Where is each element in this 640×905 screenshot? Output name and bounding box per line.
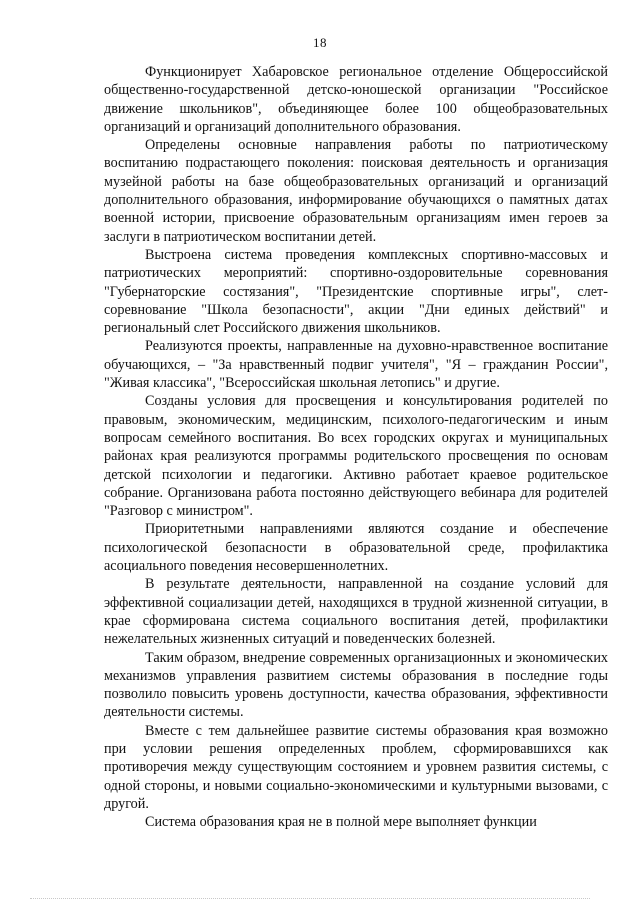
- paragraph-parent-education: Созданы условия для просвещения и консультирования родителей по правовым, экономическим, медицинским, психолого-педагогическим и иным вопросам семейного воспитания. Во всех городских округах и муниципальных районах края реализуются программы родительского просвещения по основам детской психологии и педагогики. Активно работает краевое родительское собрание. Организована работа постоянно действующего вебинара для родителей "Разговор с министром".: [104, 393, 608, 520]
- paragraph-sports-events: Выстроена система проведения комплексных спортивно-массовых и патриотических мероприятий: спортивно-оздоровительные соревнования "Губернаторские состязания", "Президентские спортивные игры", слет-соревнование "Школа безопасности", акции "Дни единых действий" и региональный слет Российского движения школьников.: [104, 246, 608, 337]
- paragraph-socialization: В результате деятельности, направленной на создание условий для эффективной социализации детей, находящихся в трудной жизненной ситуации, в крае сформирована система социального воспитания детей, профилактики нежелательных жизненных ситуаций и поведенческих болезней.: [104, 576, 608, 648]
- paragraph-moral-projects: Реализуются проекты, направленные на духовно-нравственное воспитание обучающихся, – "За нравственный подвиг учителя", "Я – гражданин России", "Живая классика", "Всероссийская школьная летопись" и другие.: [104, 338, 608, 392]
- paragraph-psychological-safety: Приоритетными направлениями являются создание и обеспечение психологической безопасности в образовательной среде, профилактика асоциального поведения несовершеннолетних.: [104, 521, 608, 575]
- scan-edge-line: [30, 898, 590, 899]
- paragraph-system-functions: Система образования края не в полной мере выполняет функции: [145, 814, 537, 831]
- paragraph-problems: Вместе с тем дальнейшее развитие системы образования края возможно при условии решения определенных проблем, сформировавшихся как противоречия между существующим состоянием и уровнем развития системы, с одной стороны, и новыми социально-экономическими и культурными вызовами, с другой.: [104, 722, 608, 812]
- page-number: 18: [313, 35, 327, 50]
- paragraph-patriotic-education: Определены основные направления работы по патриотическому воспитанию подрастающего поколения: поисковая деятельность и организация музейной работы на базе общеобразовательных организаций и организаций дополнительного образования, информирование обучающихся о памятных датах военной истории, присвоение образовательным организациям имен героев за заслуги в патриотическом воспитании детей.: [104, 137, 608, 245]
- document-body: [104, 63, 608, 831]
- paragraph-conclusion: Таким образом, внедрение современных организационных и экономических механизмов управления развитием системы образования в последние годы позволило повысить уровень доступности, качества образования, эффективности деятельности системы.: [104, 649, 608, 721]
- paragraph-rdsh-branch: Функционирует Хабаровское региональное отделение Общероссийской общественно-государственной детско-юношеской организации "Российское движение школьников", объединяющее более 100 общеобразовательных организаций и организаций дополнительного образования.: [104, 64, 608, 135]
